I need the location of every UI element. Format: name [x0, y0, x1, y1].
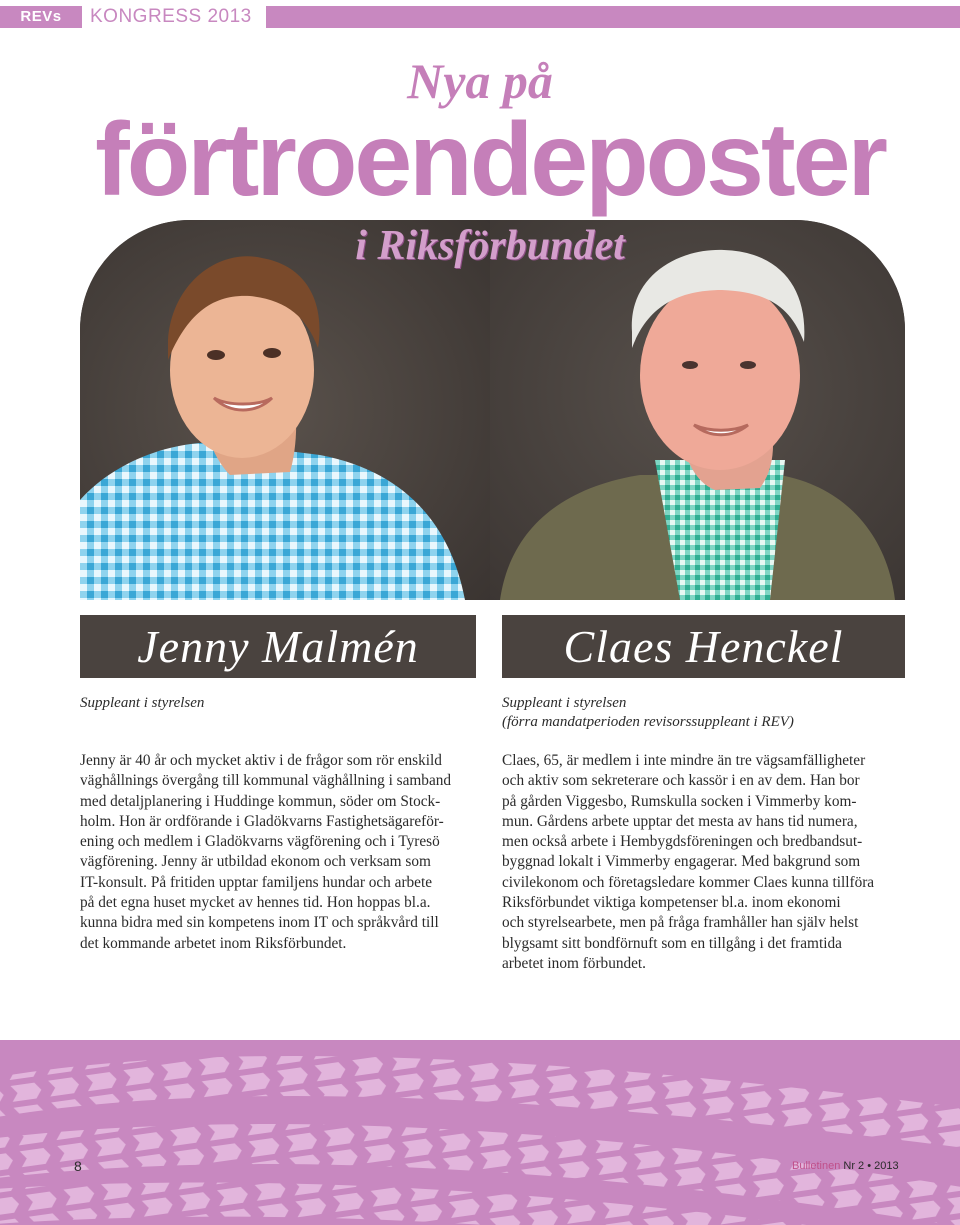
bio-line: vägförening. Jenny är utbildad ekonom och verksam som [80, 853, 431, 871]
issue-label-box [84, 6, 264, 28]
publication-label [792, 1160, 899, 1172]
role-left [80, 694, 204, 713]
page-title: förtroendeposter [95, 102, 885, 218]
person-name: Jenny Malmén [137, 621, 419, 672]
tire-track-decoration [0, 1040, 960, 1225]
bio-line: Jenny är 40 år och mycket aktiv i de frågor som rör enskild [80, 752, 442, 769]
bio-line: blygsamt sitt bondförnuft som en tillgång i det framtida [502, 934, 842, 952]
bio-line: Claes, 65, är medlem i inte mindre än tre vägsamfälligheter [502, 752, 866, 769]
bio-line: på det egna huset mycket av hennes tid. Hon hoppas bl.a. [80, 894, 431, 912]
bio-line: med detaljplanering i Huddinge kommun, söder om Stock- [80, 792, 441, 810]
bio-line: och styrelsearbete, men på fråga framhåller han själv helst [502, 914, 859, 932]
magazine-tag-label: REVs [20, 8, 62, 25]
footer-band [0, 1040, 960, 1225]
role-line: (förra mandatperioden revisorssuppleant i REV) [502, 714, 794, 730]
magazine-tag [0, 6, 82, 28]
bio-line: holm. Hon är ordförande i Gladökvarns Fastighetsägareför- [80, 812, 444, 830]
portrait-photo [80, 220, 905, 600]
page-number: 8 [74, 1158, 82, 1174]
header-bar [266, 6, 960, 28]
bio-line: och aktiv som sekreterare och kassör i en av dem. Han bor [502, 772, 860, 790]
bio-left [80, 751, 476, 954]
bio-line: mun. Gårdens arbete upptar det mesta av hans tid numera, [502, 812, 858, 830]
page-subtitle: i Riksförbundet [355, 223, 625, 269]
publication-name: Bulletinen [792, 1160, 841, 1172]
bio-line: IT-konsult. På fritiden upptar familjens hundar och arbete [80, 873, 433, 891]
bio-line: civilekonom och företagsledare kommer Claes kunna tillföra [502, 873, 875, 891]
bio-line: ening och medlem i Gladökvarns vägförening och i Tyresö [80, 833, 440, 851]
role-line: Suppleant i styrelsen [502, 695, 627, 711]
bio-right [502, 751, 904, 974]
bio-line: byggnad lokalt i Vimmerby engagerar. Med bakgrund som [502, 853, 861, 871]
bio-line: men också arbete i Hembygdsföreningen och bredbandsut- [502, 833, 863, 851]
bio-line: Riksförbundet viktiga kompetenser bl.a. inom ekonomi [502, 894, 841, 912]
role-line: Suppleant i styrelsen [80, 695, 205, 711]
bio-line: på gården Viggesbo, Rumskulla socken i Vimmerby kom- [502, 792, 857, 810]
bio-line: kunna bidra med sin kompetens inom IT och språkvård till [80, 914, 439, 932]
person-name: Claes Henckel [563, 621, 844, 672]
page-header [0, 0, 960, 30]
name-bar-left [80, 615, 476, 678]
title-kicker: Nya på [407, 53, 553, 109]
bio-line: det kommande arbetet inom Riksförbundet. [80, 934, 347, 952]
publication-issue: Nr 2 • 2013 [843, 1160, 899, 1172]
name-bar-right [502, 615, 905, 678]
bio-line: arbetet inom förbundet. [502, 954, 646, 972]
portrait-illustration [80, 220, 905, 600]
role-right [502, 694, 794, 732]
bio-line: väghållnings övergång till kommunal väghållning i samband [80, 772, 452, 790]
issue-label: KONGRESS 2013 [90, 6, 252, 27]
